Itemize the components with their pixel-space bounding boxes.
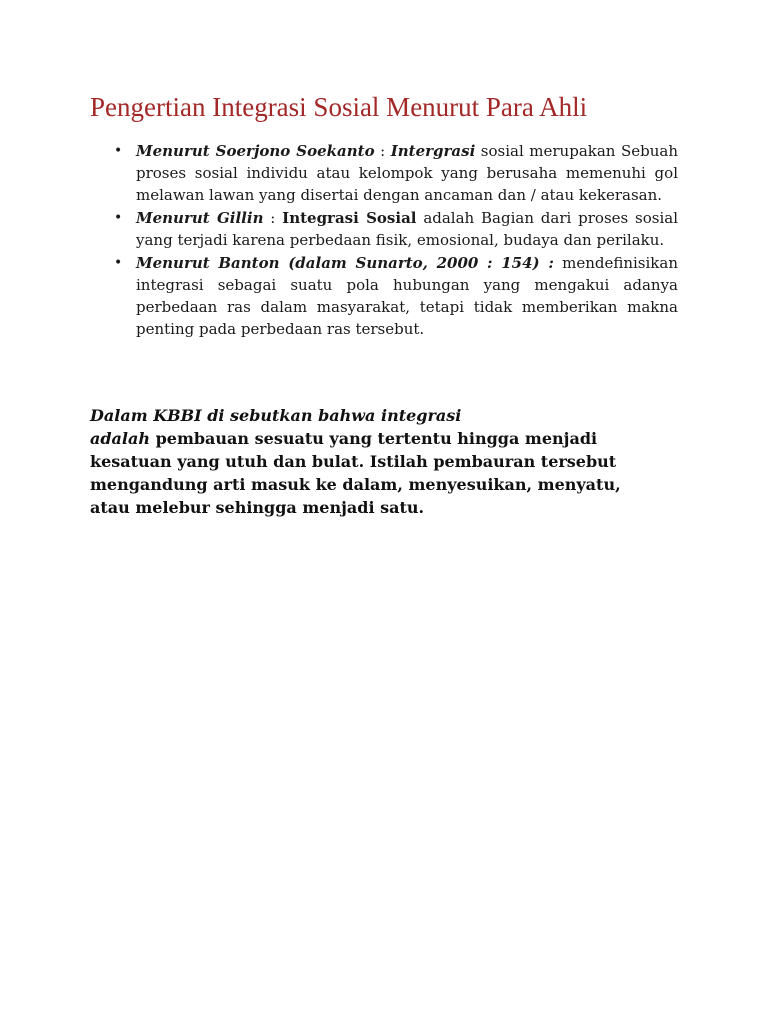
item-text bbox=[136, 142, 678, 204]
definition-text: mendefinisikan integrasi sebagai suatu pola hubungan yang mengakui adanya perbedaan ras dalam masyarakat, tetapi tidak memberikan makna penting pada perbedaan ras tersebut. bbox=[136, 254, 678, 338]
kbbi-adalah: adalah bbox=[90, 429, 150, 448]
bullet-icon: • bbox=[114, 255, 123, 271]
item-text bbox=[136, 254, 678, 338]
separator: : bbox=[263, 209, 283, 227]
definition-text: sosial merupakan Sebuah proses sosial individu atau kelompok yang berusaha memenuhi gol melawan lawan yang disertai dengan ancaman dan / atau kekerasan. bbox=[136, 142, 678, 204]
page-title: Pengertian Integrasi Sosial Menurut Para Ahli bbox=[90, 92, 588, 122]
kbbi-line-5: atau melebur sehingga menjadi satu. bbox=[90, 498, 425, 517]
expert-definitions-list bbox=[110, 140, 678, 340]
list-item-soekanto bbox=[110, 140, 678, 206]
kbbi-paragraph bbox=[90, 404, 690, 519]
bullet-icon: • bbox=[114, 143, 123, 159]
kbbi-line-3: kesatuan yang utuh dan bulat. Istilah pembauran tersebut bbox=[90, 452, 617, 471]
key-term: Integrasi Sosial bbox=[282, 209, 417, 227]
separator: : bbox=[374, 142, 391, 160]
list-item-gillin bbox=[110, 207, 678, 251]
kbbi-line-2 bbox=[90, 427, 690, 450]
kbbi-line-4: mengandung arti masuk ke dalam, menyesuikan, menyatu, bbox=[90, 475, 621, 494]
expert-name: Menurut Banton (dalam Sunarto, 2000 : 154) : bbox=[136, 254, 554, 272]
expert-name: Menurut Soerjono Soekanto bbox=[136, 142, 375, 160]
item-text bbox=[136, 209, 678, 249]
list-item-banton bbox=[110, 252, 678, 340]
definition-text: adalah Bagian dari proses sosial yang terjadi karena perbedaan fisik, emosional, budaya dan perilaku. bbox=[136, 209, 678, 249]
kbbi-line-2-rest: pembauan sesuatu yang tertentu hingga menjadi bbox=[150, 429, 598, 448]
kbbi-intro: Dalam KBBI di sebutkan bahwa integrasi bbox=[90, 406, 462, 425]
bullet-icon: • bbox=[114, 210, 123, 226]
expert-name: Menurut Gillin bbox=[136, 209, 264, 227]
key-term: Intergrasi bbox=[390, 142, 476, 160]
